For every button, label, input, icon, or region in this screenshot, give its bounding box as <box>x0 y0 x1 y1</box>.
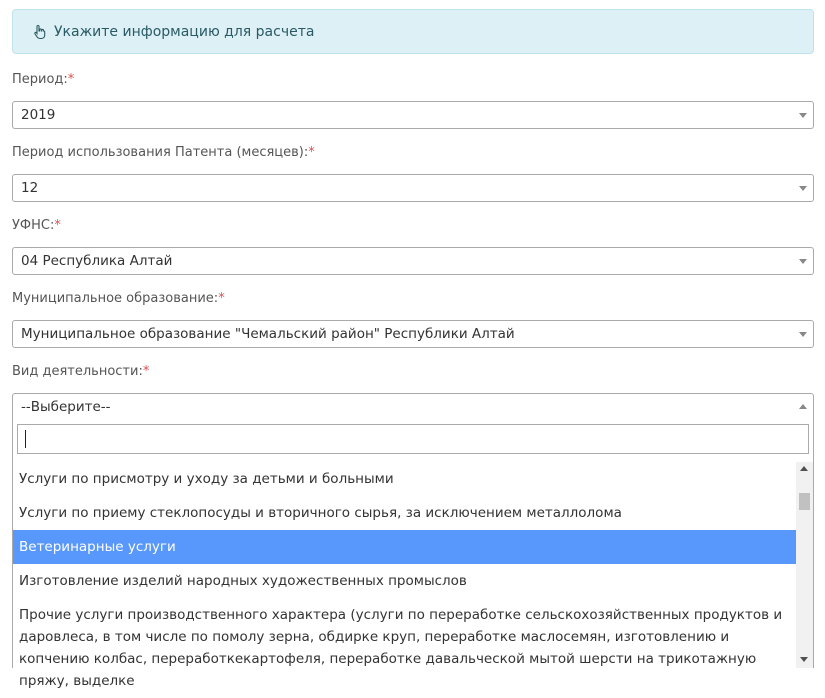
chevron-down-icon[interactable] <box>799 332 807 337</box>
required-mark: * <box>142 364 150 379</box>
dropdown-results <box>13 462 797 689</box>
required-mark: * <box>218 291 225 306</box>
chevron-up-icon[interactable] <box>799 404 807 409</box>
scroll-up-arrow-icon[interactable] <box>800 466 808 471</box>
ufns-label: УФНС:* <box>12 218 61 233</box>
required-mark: * <box>54 218 61 233</box>
scrollbar-thumb[interactable] <box>799 493 810 510</box>
required-mark: * <box>308 145 315 160</box>
patent-period-label: Период использования Патента (месяцев):* <box>12 145 315 160</box>
activity-select-value: --Выберите-- <box>21 399 111 415</box>
activity-select[interactable] <box>12 393 814 421</box>
chevron-down-icon[interactable] <box>799 113 807 118</box>
municipality-label: Муниципальное образование:* <box>12 291 225 306</box>
scroll-down-arrow-icon[interactable] <box>800 657 808 662</box>
patent-period-select-value: 12 <box>21 180 39 196</box>
dropdown-scrollbar[interactable] <box>796 462 813 668</box>
dropdown-option[interactable]: Услуги по приему стеклопосуды и вторичного сырья, за исключением металлолома <box>19 505 622 521</box>
activity-label: Вид деятельности:* <box>12 364 150 379</box>
hand-pointer-icon <box>32 24 48 40</box>
dropdown-search-input[interactable] <box>17 424 809 454</box>
municipality-select-value: Муниципальное образование "Чемальский район" Республики Алтай <box>21 326 515 342</box>
dropdown-option[interactable]: Услуги по присмотру и уходу за детьми и больными <box>19 471 394 487</box>
dropdown-search <box>17 424 809 456</box>
period-select-value: 2019 <box>21 107 56 123</box>
info-text: Укажите информацию для расчета <box>54 23 315 40</box>
info-alert <box>12 9 814 54</box>
chevron-down-icon[interactable] <box>799 259 807 264</box>
required-mark: * <box>67 72 75 87</box>
activity-dropdown <box>12 419 814 689</box>
period-select[interactable] <box>12 101 814 129</box>
period-label: Период:* <box>12 72 75 87</box>
dropdown-option[interactable]: Прочие услуги производственного характера (услуги по переработке сельскохозяйственных продуктов и даровлеса, в том числе по помолу зерна, обдирке круп, переработке маслосемян, изготовлению и копчению колбас, переработкекартофеля, переработке давальческой мытой шерсти на трикотажную пряжу, выделке <box>19 607 783 689</box>
dropdown-option[interactable]: Изготовление изделий народных художественных промыслов <box>19 573 467 589</box>
municipality-select[interactable] <box>12 320 814 348</box>
text-cursor <box>25 430 26 448</box>
ufns-select-value: 04 Республика Алтай <box>21 253 173 269</box>
patent-period-select[interactable] <box>12 174 814 202</box>
ufns-select[interactable] <box>12 247 814 275</box>
dropdown-option[interactable]: Ветеринарные услуги <box>13 530 797 564</box>
chevron-down-icon[interactable] <box>799 186 807 191</box>
